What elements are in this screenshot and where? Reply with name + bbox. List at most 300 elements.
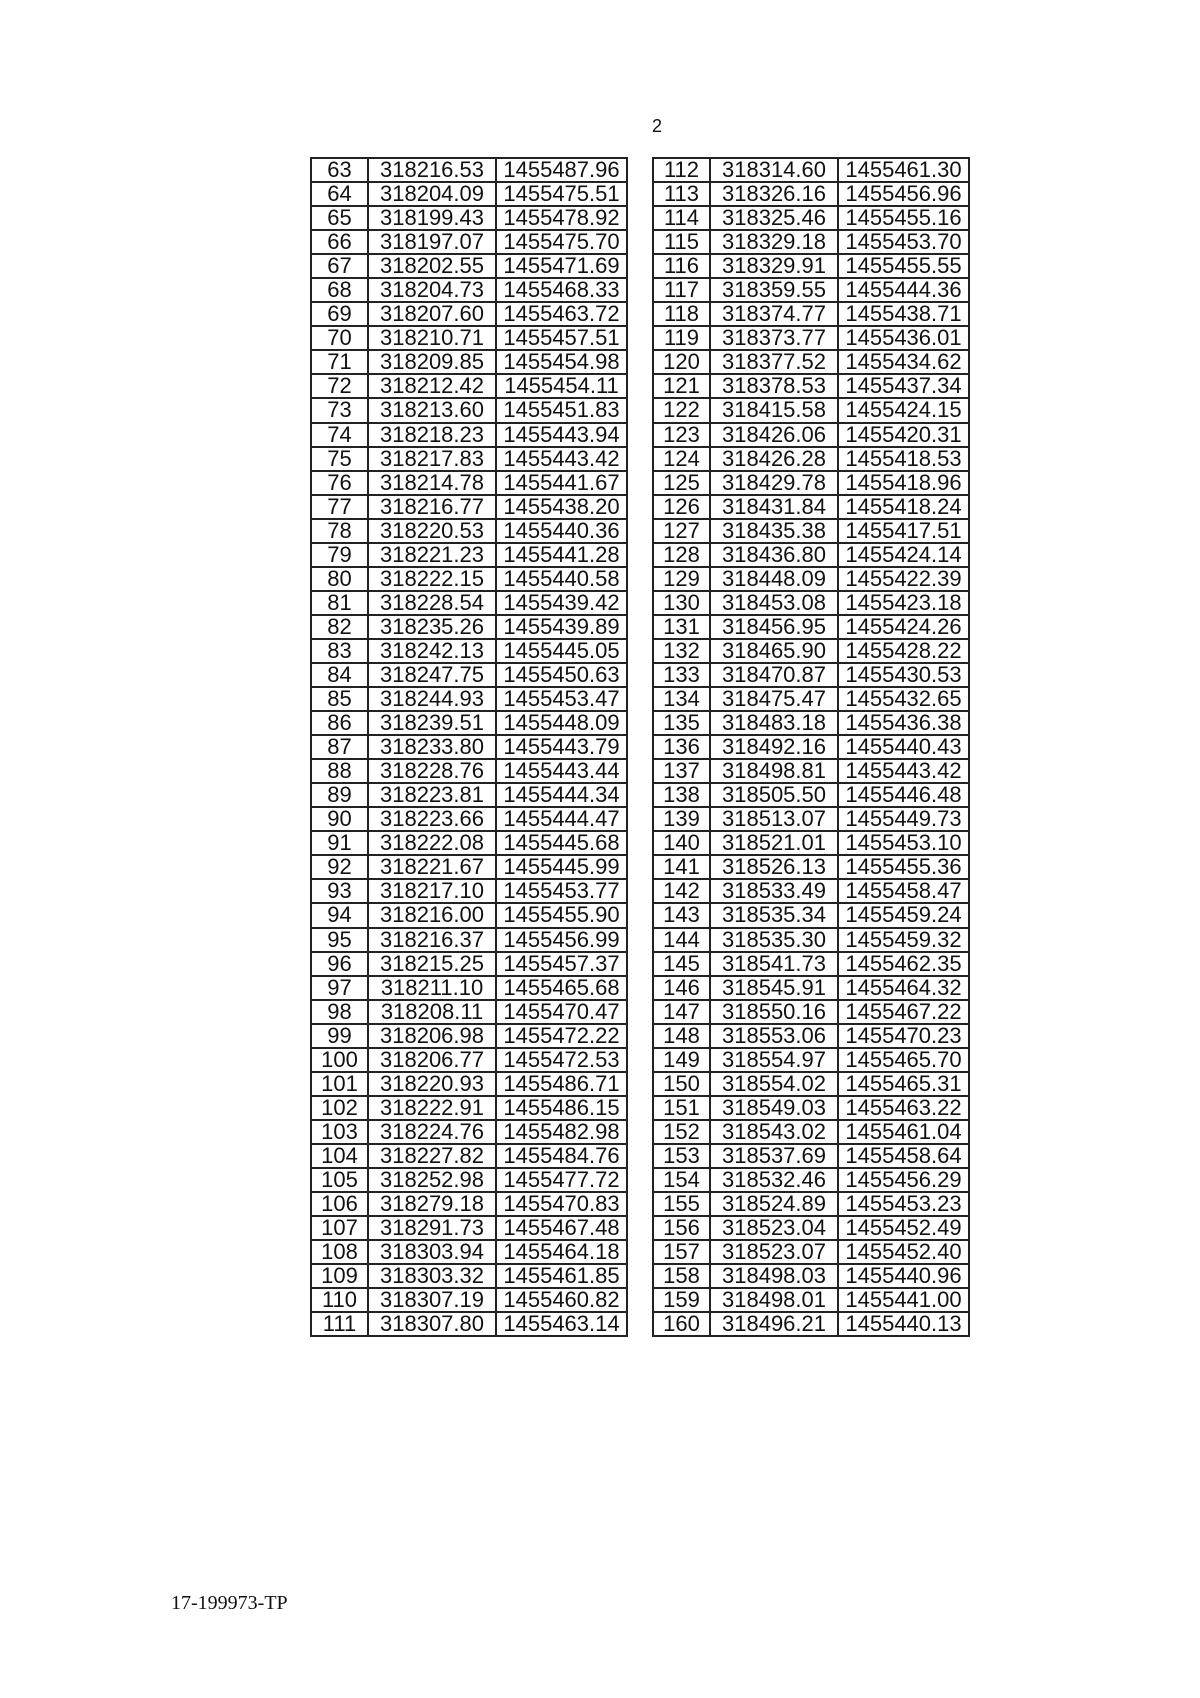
x-coordinate-cell: 318211.10 xyxy=(368,976,496,1000)
y-coordinate-cell: 1455467.22 xyxy=(838,1000,969,1024)
point-number-cell: 150 xyxy=(653,1072,710,1096)
table-row xyxy=(653,1240,969,1264)
x-coordinate-cell: 318377.52 xyxy=(710,350,838,374)
x-coordinate-cell: 318535.30 xyxy=(710,928,838,952)
y-coordinate-cell: 1455423.18 xyxy=(838,591,969,615)
point-number-cell: 154 xyxy=(653,1168,710,1192)
y-coordinate-cell: 1455444.36 xyxy=(838,278,969,302)
x-coordinate-cell: 318543.02 xyxy=(710,1120,838,1144)
y-coordinate-cell: 1455430.53 xyxy=(838,663,969,687)
table-row xyxy=(311,398,627,422)
x-coordinate-cell: 318220.53 xyxy=(368,519,496,543)
table-row xyxy=(311,1024,627,1048)
x-coordinate-cell: 318235.26 xyxy=(368,615,496,639)
table-row xyxy=(653,1264,969,1288)
table-row xyxy=(311,976,627,1000)
y-coordinate-cell: 1455438.71 xyxy=(838,302,969,326)
x-coordinate-cell: 318252.98 xyxy=(368,1168,496,1192)
y-coordinate-cell: 1455463.72 xyxy=(496,302,627,326)
y-coordinate-cell: 1455446.48 xyxy=(838,783,969,807)
y-coordinate-cell: 1455436.01 xyxy=(838,326,969,350)
x-coordinate-cell: 318228.54 xyxy=(368,591,496,615)
table-row xyxy=(653,976,969,1000)
y-coordinate-cell: 1455428.22 xyxy=(838,639,969,663)
x-coordinate-cell: 318465.90 xyxy=(710,639,838,663)
point-number-cell: 77 xyxy=(311,495,368,519)
point-number-cell: 63 xyxy=(311,158,368,182)
point-number-cell: 144 xyxy=(653,928,710,952)
y-coordinate-cell: 1455453.23 xyxy=(838,1192,969,1216)
y-coordinate-cell: 1455418.24 xyxy=(838,495,969,519)
point-number-cell: 96 xyxy=(311,952,368,976)
table-row xyxy=(311,495,627,519)
table-row xyxy=(311,903,627,927)
x-coordinate-cell: 318307.19 xyxy=(368,1288,496,1312)
table-row xyxy=(653,543,969,567)
x-coordinate-cell: 318492.16 xyxy=(710,735,838,759)
table-row xyxy=(311,855,627,879)
point-number-cell: 93 xyxy=(311,879,368,903)
table-row xyxy=(311,1000,627,1024)
x-coordinate-cell: 318206.77 xyxy=(368,1048,496,1072)
y-coordinate-cell: 1455458.47 xyxy=(838,879,969,903)
y-coordinate-cell: 1455439.42 xyxy=(496,591,627,615)
point-number-cell: 139 xyxy=(653,807,710,831)
point-number-cell: 129 xyxy=(653,567,710,591)
table-row xyxy=(653,519,969,543)
table-row xyxy=(311,326,627,350)
point-number-cell: 116 xyxy=(653,254,710,278)
table-row xyxy=(653,711,969,735)
y-coordinate-cell: 1455460.82 xyxy=(496,1288,627,1312)
y-coordinate-cell: 1455465.31 xyxy=(838,1072,969,1096)
x-coordinate-cell: 318521.01 xyxy=(710,831,838,855)
x-coordinate-cell: 318216.37 xyxy=(368,928,496,952)
point-number-cell: 100 xyxy=(311,1048,368,1072)
y-coordinate-cell: 1455455.90 xyxy=(496,903,627,927)
x-coordinate-cell: 318505.50 xyxy=(710,783,838,807)
point-number-cell: 149 xyxy=(653,1048,710,1072)
point-number-cell: 68 xyxy=(311,278,368,302)
table-row xyxy=(653,903,969,927)
table-row xyxy=(653,374,969,398)
x-coordinate-cell: 318217.83 xyxy=(368,447,496,471)
x-coordinate-cell: 318325.46 xyxy=(710,206,838,230)
y-coordinate-cell: 1455441.00 xyxy=(838,1288,969,1312)
y-coordinate-cell: 1455438.20 xyxy=(496,495,627,519)
point-number-cell: 86 xyxy=(311,711,368,735)
table-row xyxy=(311,687,627,711)
point-number-cell: 94 xyxy=(311,903,368,927)
point-number-cell: 115 xyxy=(653,230,710,254)
table-row xyxy=(311,158,627,182)
point-number-cell: 156 xyxy=(653,1216,710,1240)
x-coordinate-cell: 318216.53 xyxy=(368,158,496,182)
point-number-cell: 88 xyxy=(311,759,368,783)
y-coordinate-cell: 1455458.64 xyxy=(838,1144,969,1168)
point-number-cell: 76 xyxy=(311,471,368,495)
point-number-cell: 140 xyxy=(653,831,710,855)
y-coordinate-cell: 1455443.79 xyxy=(496,735,627,759)
x-coordinate-cell: 318247.75 xyxy=(368,663,496,687)
table-row xyxy=(653,1216,969,1240)
point-number-cell: 147 xyxy=(653,1000,710,1024)
x-coordinate-cell: 318221.23 xyxy=(368,543,496,567)
y-coordinate-cell: 1455441.67 xyxy=(496,471,627,495)
y-coordinate-cell: 1455439.89 xyxy=(496,615,627,639)
table-row xyxy=(653,928,969,952)
point-number-cell: 89 xyxy=(311,783,368,807)
point-number-cell: 134 xyxy=(653,687,710,711)
table-row xyxy=(311,423,627,447)
x-coordinate-cell: 318215.25 xyxy=(368,952,496,976)
table-row xyxy=(311,711,627,735)
x-coordinate-cell: 318429.78 xyxy=(710,471,838,495)
y-coordinate-cell: 1455486.71 xyxy=(496,1072,627,1096)
table-row xyxy=(311,1312,627,1336)
point-number-cell: 151 xyxy=(653,1096,710,1120)
x-coordinate-cell: 318549.03 xyxy=(710,1096,838,1120)
table-row xyxy=(653,1120,969,1144)
table-row xyxy=(311,1120,627,1144)
point-number-cell: 75 xyxy=(311,447,368,471)
point-number-cell: 70 xyxy=(311,326,368,350)
x-coordinate-cell: 318541.73 xyxy=(710,952,838,976)
table-row xyxy=(653,326,969,350)
table-row xyxy=(311,350,627,374)
y-coordinate-cell: 1455468.33 xyxy=(496,278,627,302)
y-coordinate-cell: 1455457.37 xyxy=(496,952,627,976)
point-number-cell: 118 xyxy=(653,302,710,326)
x-coordinate-cell: 318216.77 xyxy=(368,495,496,519)
y-coordinate-cell: 1455444.47 xyxy=(496,807,627,831)
point-number-cell: 141 xyxy=(653,855,710,879)
x-coordinate-cell: 318199.43 xyxy=(368,206,496,230)
y-coordinate-cell: 1455455.55 xyxy=(838,254,969,278)
point-number-cell: 136 xyxy=(653,735,710,759)
point-number-cell: 127 xyxy=(653,519,710,543)
table-row xyxy=(653,1192,969,1216)
table-row xyxy=(311,807,627,831)
table-row xyxy=(311,1048,627,1072)
x-coordinate-cell: 318498.81 xyxy=(710,759,838,783)
table-row xyxy=(311,1192,627,1216)
x-coordinate-cell: 318216.00 xyxy=(368,903,496,927)
table-row xyxy=(653,783,969,807)
y-coordinate-cell: 1455482.98 xyxy=(496,1120,627,1144)
y-coordinate-cell: 1455445.05 xyxy=(496,639,627,663)
point-number-cell: 65 xyxy=(311,206,368,230)
y-coordinate-cell: 1455486.15 xyxy=(496,1096,627,1120)
table-row xyxy=(653,230,969,254)
table-row xyxy=(311,543,627,567)
y-coordinate-cell: 1455465.70 xyxy=(838,1048,969,1072)
table-row xyxy=(653,398,969,422)
x-coordinate-cell: 318448.09 xyxy=(710,567,838,591)
y-coordinate-cell: 1455440.43 xyxy=(838,735,969,759)
table-row xyxy=(311,615,627,639)
point-number-cell: 135 xyxy=(653,711,710,735)
table-row xyxy=(653,735,969,759)
table-row xyxy=(653,591,969,615)
point-number-cell: 112 xyxy=(653,158,710,182)
x-coordinate-cell: 318326.16 xyxy=(710,182,838,206)
point-number-cell: 71 xyxy=(311,350,368,374)
point-number-cell: 107 xyxy=(311,1216,368,1240)
x-coordinate-cell: 318210.71 xyxy=(368,326,496,350)
x-coordinate-cell: 318554.02 xyxy=(710,1072,838,1096)
table-row xyxy=(311,447,627,471)
x-coordinate-cell: 318426.28 xyxy=(710,447,838,471)
x-coordinate-cell: 318222.15 xyxy=(368,567,496,591)
table-row xyxy=(311,591,627,615)
point-number-cell: 155 xyxy=(653,1192,710,1216)
x-coordinate-cell: 318209.85 xyxy=(368,350,496,374)
y-coordinate-cell: 1455461.85 xyxy=(496,1264,627,1288)
x-coordinate-cell: 318513.07 xyxy=(710,807,838,831)
point-number-cell: 82 xyxy=(311,615,368,639)
table-row xyxy=(653,1288,969,1312)
y-coordinate-cell: 1455450.63 xyxy=(496,663,627,687)
table-row xyxy=(311,374,627,398)
point-number-cell: 125 xyxy=(653,471,710,495)
point-number-cell: 97 xyxy=(311,976,368,1000)
point-number-cell: 133 xyxy=(653,663,710,687)
table-row xyxy=(311,254,627,278)
point-number-cell: 101 xyxy=(311,1072,368,1096)
y-coordinate-cell: 1455464.18 xyxy=(496,1240,627,1264)
point-number-cell: 123 xyxy=(653,423,710,447)
table-row xyxy=(311,928,627,952)
table-row xyxy=(653,350,969,374)
point-number-cell: 138 xyxy=(653,783,710,807)
point-number-cell: 66 xyxy=(311,230,368,254)
point-number-cell: 104 xyxy=(311,1144,368,1168)
point-number-cell: 159 xyxy=(653,1288,710,1312)
y-coordinate-cell: 1455440.96 xyxy=(838,1264,969,1288)
y-coordinate-cell: 1455453.10 xyxy=(838,831,969,855)
point-number-cell: 80 xyxy=(311,567,368,591)
point-number-cell: 146 xyxy=(653,976,710,1000)
y-coordinate-cell: 1455477.72 xyxy=(496,1168,627,1192)
y-coordinate-cell: 1455441.28 xyxy=(496,543,627,567)
y-coordinate-cell: 1455455.16 xyxy=(838,206,969,230)
point-number-cell: 153 xyxy=(653,1144,710,1168)
x-coordinate-cell: 318224.76 xyxy=(368,1120,496,1144)
point-number-cell: 110 xyxy=(311,1288,368,1312)
x-coordinate-cell: 318374.77 xyxy=(710,302,838,326)
point-number-cell: 124 xyxy=(653,447,710,471)
x-coordinate-cell: 318214.78 xyxy=(368,471,496,495)
x-coordinate-cell: 318222.91 xyxy=(368,1096,496,1120)
y-coordinate-cell: 1455475.51 xyxy=(496,182,627,206)
table-row xyxy=(653,1024,969,1048)
y-coordinate-cell: 1455484.76 xyxy=(496,1144,627,1168)
table-row xyxy=(653,1000,969,1024)
point-number-cell: 103 xyxy=(311,1120,368,1144)
point-number-cell: 142 xyxy=(653,879,710,903)
table-row xyxy=(311,519,627,543)
y-coordinate-cell: 1455418.96 xyxy=(838,471,969,495)
x-coordinate-cell: 318223.66 xyxy=(368,807,496,831)
x-coordinate-cell: 318524.89 xyxy=(710,1192,838,1216)
y-coordinate-cell: 1455443.44 xyxy=(496,759,627,783)
x-coordinate-cell: 318545.91 xyxy=(710,976,838,1000)
y-coordinate-cell: 1455448.09 xyxy=(496,711,627,735)
x-coordinate-cell: 318228.76 xyxy=(368,759,496,783)
x-coordinate-cell: 318435.38 xyxy=(710,519,838,543)
y-coordinate-cell: 1455459.32 xyxy=(838,928,969,952)
table-row xyxy=(311,1288,627,1312)
x-coordinate-cell: 318204.09 xyxy=(368,182,496,206)
table-row xyxy=(653,759,969,783)
x-coordinate-cell: 318535.34 xyxy=(710,903,838,927)
table-row xyxy=(653,1072,969,1096)
y-coordinate-cell: 1455463.22 xyxy=(838,1096,969,1120)
table-row xyxy=(311,230,627,254)
point-number-cell: 132 xyxy=(653,639,710,663)
table-row xyxy=(311,1216,627,1240)
point-number-cell: 98 xyxy=(311,1000,368,1024)
y-coordinate-cell: 1455463.14 xyxy=(496,1312,627,1336)
table-row xyxy=(653,1168,969,1192)
table-row xyxy=(653,1048,969,1072)
x-coordinate-cell: 318456.95 xyxy=(710,615,838,639)
table-row xyxy=(653,495,969,519)
y-coordinate-cell: 1455445.68 xyxy=(496,831,627,855)
x-coordinate-cell: 318498.01 xyxy=(710,1288,838,1312)
table-row xyxy=(653,952,969,976)
x-coordinate-cell: 318208.11 xyxy=(368,1000,496,1024)
x-coordinate-cell: 318233.80 xyxy=(368,735,496,759)
table-row xyxy=(653,471,969,495)
table-row xyxy=(311,1264,627,1288)
x-coordinate-cell: 318483.18 xyxy=(710,711,838,735)
table-row xyxy=(311,783,627,807)
point-number-cell: 74 xyxy=(311,423,368,447)
table-row xyxy=(653,423,969,447)
table-row xyxy=(311,1240,627,1264)
point-number-cell: 121 xyxy=(653,374,710,398)
point-number-cell: 92 xyxy=(311,855,368,879)
table-row xyxy=(653,687,969,711)
table-row xyxy=(311,952,627,976)
point-number-cell: 131 xyxy=(653,615,710,639)
y-coordinate-cell: 1455436.38 xyxy=(838,711,969,735)
y-coordinate-cell: 1455465.68 xyxy=(496,976,627,1000)
y-coordinate-cell: 1455487.96 xyxy=(496,158,627,182)
table-row xyxy=(653,278,969,302)
table-row xyxy=(653,831,969,855)
y-coordinate-cell: 1455472.53 xyxy=(496,1048,627,1072)
x-coordinate-cell: 318197.07 xyxy=(368,230,496,254)
y-coordinate-cell: 1455424.15 xyxy=(838,398,969,422)
point-number-cell: 160 xyxy=(653,1312,710,1336)
table-row xyxy=(653,302,969,326)
y-coordinate-cell: 1455443.94 xyxy=(496,423,627,447)
point-number-cell: 109 xyxy=(311,1264,368,1288)
y-coordinate-cell: 1455461.04 xyxy=(838,1120,969,1144)
table-row xyxy=(653,254,969,278)
y-coordinate-cell: 1455456.99 xyxy=(496,928,627,952)
y-coordinate-cell: 1455456.96 xyxy=(838,182,969,206)
table-row xyxy=(653,182,969,206)
table-row xyxy=(311,567,627,591)
y-coordinate-cell: 1455443.42 xyxy=(838,759,969,783)
x-coordinate-cell: 318207.60 xyxy=(368,302,496,326)
table-row xyxy=(311,302,627,326)
y-coordinate-cell: 1455454.11 xyxy=(496,374,627,398)
table-row xyxy=(311,1144,627,1168)
point-number-cell: 130 xyxy=(653,591,710,615)
x-coordinate-cell: 318222.08 xyxy=(368,831,496,855)
y-coordinate-cell: 1455478.92 xyxy=(496,206,627,230)
table-row xyxy=(653,567,969,591)
y-coordinate-cell: 1455422.39 xyxy=(838,567,969,591)
x-coordinate-cell: 318221.67 xyxy=(368,855,496,879)
point-number-cell: 148 xyxy=(653,1024,710,1048)
y-coordinate-cell: 1455440.58 xyxy=(496,567,627,591)
table-row xyxy=(311,735,627,759)
table-row xyxy=(653,1144,969,1168)
y-coordinate-cell: 1455440.36 xyxy=(496,519,627,543)
x-coordinate-cell: 318212.42 xyxy=(368,374,496,398)
y-coordinate-cell: 1455475.70 xyxy=(496,230,627,254)
point-number-cell: 157 xyxy=(653,1240,710,1264)
y-coordinate-cell: 1455452.49 xyxy=(838,1216,969,1240)
point-number-cell: 72 xyxy=(311,374,368,398)
table-row xyxy=(653,639,969,663)
x-coordinate-cell: 318532.46 xyxy=(710,1168,838,1192)
point-number-cell: 69 xyxy=(311,302,368,326)
point-number-cell: 78 xyxy=(311,519,368,543)
y-coordinate-cell: 1455470.47 xyxy=(496,1000,627,1024)
x-coordinate-cell: 318553.06 xyxy=(710,1024,838,1048)
point-number-cell: 128 xyxy=(653,543,710,567)
table-row xyxy=(653,1096,969,1120)
x-coordinate-cell: 318239.51 xyxy=(368,711,496,735)
point-number-cell: 90 xyxy=(311,807,368,831)
y-coordinate-cell: 1455472.22 xyxy=(496,1024,627,1048)
point-number-cell: 143 xyxy=(653,903,710,927)
x-coordinate-cell: 318329.18 xyxy=(710,230,838,254)
point-number-cell: 122 xyxy=(653,398,710,422)
point-number-cell: 73 xyxy=(311,398,368,422)
x-coordinate-cell: 318291.73 xyxy=(368,1216,496,1240)
x-coordinate-cell: 318204.73 xyxy=(368,278,496,302)
x-coordinate-cell: 318217.10 xyxy=(368,879,496,903)
x-coordinate-cell: 318218.23 xyxy=(368,423,496,447)
table-row xyxy=(653,447,969,471)
point-number-cell: 99 xyxy=(311,1024,368,1048)
x-coordinate-cell: 318213.60 xyxy=(368,398,496,422)
table-row xyxy=(653,615,969,639)
x-coordinate-cell: 318202.55 xyxy=(368,254,496,278)
x-coordinate-cell: 318415.58 xyxy=(710,398,838,422)
x-coordinate-cell: 318242.13 xyxy=(368,639,496,663)
y-coordinate-cell: 1455440.13 xyxy=(838,1312,969,1336)
table-row xyxy=(311,639,627,663)
x-coordinate-cell: 318220.93 xyxy=(368,1072,496,1096)
point-number-cell: 84 xyxy=(311,663,368,687)
x-coordinate-cell: 318329.91 xyxy=(710,254,838,278)
point-number-cell: 108 xyxy=(311,1240,368,1264)
y-coordinate-cell: 1455467.48 xyxy=(496,1216,627,1240)
y-coordinate-cell: 1455452.40 xyxy=(838,1240,969,1264)
table-row xyxy=(311,663,627,687)
x-coordinate-cell: 318431.84 xyxy=(710,495,838,519)
x-coordinate-cell: 318526.13 xyxy=(710,855,838,879)
